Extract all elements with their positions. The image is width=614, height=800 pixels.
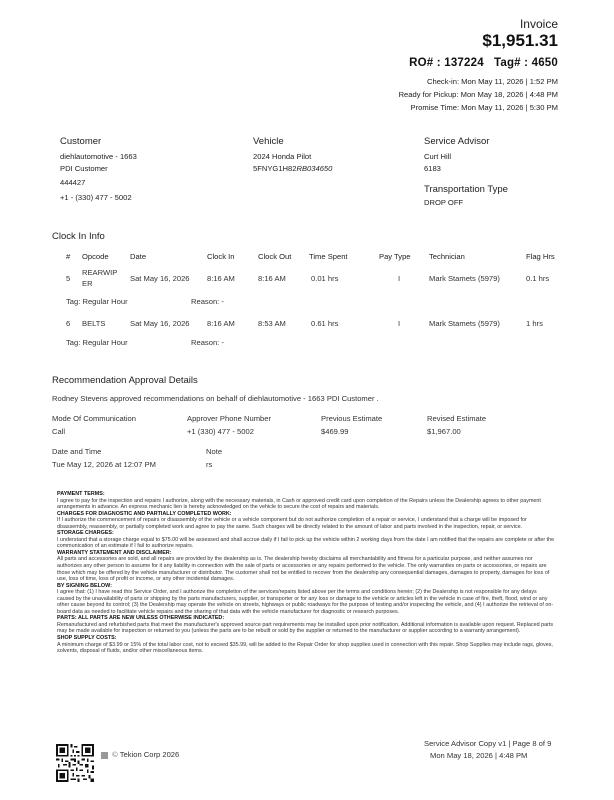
row1-num: 5 [66, 274, 71, 283]
vin-suffix: RB034650 [296, 163, 333, 173]
row1-opcode-line1: REARWIP [82, 268, 118, 277]
ro-label: RO# : [409, 57, 441, 69]
signing-heading: BY SIGNING BELOW: [57, 582, 112, 589]
previous-estimate-label: Previous Estimate [321, 414, 383, 423]
col-header-date: Date [130, 252, 147, 261]
datetime-label: Date and Time [52, 447, 102, 456]
terms-block [57, 491, 555, 655]
recommendation-statement: Rodney Stevens approved recommendations on behalf of diehlautomotive - 1663 PDI Customer . [52, 394, 379, 403]
mode-label: Mode Of Communication [52, 414, 136, 423]
row1-reason: Reason: - [191, 297, 224, 306]
footer-copy-info: Service Advisor Copy v1 | Page 8 of 9 [424, 739, 552, 748]
vehicle-block [253, 151, 332, 174]
promise-time: Promise Time: Mon May 11, 2026 | 5:30 PM [410, 103, 558, 112]
brand-logo-icon [101, 752, 108, 759]
row2-flag-hrs: 1 hrs [526, 319, 543, 328]
datetime-value: Tue May 12, 2026 at 12:07 PM [52, 460, 156, 469]
advisor-name: Curt Hill [424, 152, 452, 161]
checkin-time: Check-in: Mon May 11, 2026 | 1:52 PM [427, 77, 558, 86]
note-value: rs [206, 460, 213, 469]
vehicle-model: 2024 Honda Pilot [253, 152, 312, 161]
row1-clock-out: 8:16 AM [258, 274, 286, 283]
advisor-block [424, 151, 451, 174]
supply-heading: SHOP SUPPLY COSTS: [57, 635, 117, 642]
customer-heading: Customer [60, 136, 102, 147]
invoice-title: Invoice [519, 17, 558, 31]
row1-clock-in: 8:16 AM [207, 274, 235, 283]
invoice-total: $1,951.31 [482, 31, 558, 50]
row2-pay-type: I [398, 319, 401, 328]
row2-num: 6 [66, 319, 71, 328]
footer-brand-text: Tekion Corp 2026 [119, 750, 180, 759]
ro-tag-line [409, 57, 558, 69]
vin-prefix: 5FNYG1H82 [253, 163, 297, 173]
tag-number: 4650 [531, 57, 558, 69]
clockin-title: Clock In Info [52, 231, 105, 242]
col-header-flag-hrs: Flag Hrs [526, 252, 555, 261]
col-header-time-spent: Time Spent [309, 252, 348, 261]
revised-estimate-label: Revised Estimate [427, 414, 487, 423]
row2-clock-out: 8:53 AM [258, 319, 286, 328]
col-header-opcode: Opcode [82, 252, 109, 261]
col-header-num: # [66, 252, 71, 261]
recommendation-title: Recommendation Approval Details [52, 375, 198, 386]
ready-time: Ready for Pickup: Mon May 18, 2026 | 4:48 PM [398, 90, 558, 99]
payment-terms-heading: PAYMENT TERMS: [57, 491, 105, 497]
revised-estimate-value: $1,967.00 [427, 427, 461, 436]
ro-number: 137224 [444, 57, 484, 69]
parts-text: Remanufactured and refurbished parts that meet the manufacturer's approved source part requirements may be installed upon prior notification. Additional information is available upon request. Replaced parts may be made available for inspection or returned to you (unless the parts are to be rebuilt or sold by the supplier or returned to the manufacturer or supplier according to a warranty arrangement). [57, 621, 554, 635]
row2-time-spent: 0.61 hrs [311, 319, 339, 328]
approver-phone-value: +1 (330) 477 - 5002 [187, 427, 254, 436]
col-header-pay-type: Pay Type [379, 252, 411, 261]
row1-date: Sat May 16, 2026 [130, 274, 190, 283]
row1-tag: Tag: Regular Hour [66, 297, 128, 306]
customer-block [60, 151, 137, 203]
row1-time-spent: 0.01 hrs [311, 274, 339, 283]
warranty-heading: WARRANTY STATEMENT AND DISCLAIMER: [57, 549, 172, 556]
row2-clock-in: 8:16 AM [207, 319, 235, 328]
customer-phone: +1 - (330) 477 - 5002 [60, 192, 132, 202]
payment-terms-text: I agree to pay for the inspection and repairs I authorize, along with the necessary materials, in Cash or approved credit card upon completion of the Repairs unless the Dealership agrees to other payment arrangements in advance. An express mechanic lien is hereby acknowledged on the vehicle to secure the cost of repairs and materials. [57, 497, 541, 511]
col-header-clock-out: Clock Out [258, 252, 292, 261]
row2-technician: Mark Stamets (5979) [429, 319, 500, 328]
row1-flag-hrs: 0.1 hrs [526, 274, 550, 283]
transport-heading: Transportation Type [424, 184, 508, 195]
col-header-clock-in: Clock In [207, 252, 235, 261]
mode-value: Call [52, 427, 66, 436]
warranty-text: All parts and accessories are sold, and all repairs are provided by the dealership as is. The dealership hereby disclaims all merchantability and fitness for a particular purpose, and neither assumes nor authorizes any other person to assume for it any liability in connection with the sale of parts or accessories or any repairs performed to the vehicle. The only warranties on parts or accessories, or repairs are those which may be offered by the vehicle manufacturer or distributor. The customer shall not be entitled to recover from the dealership any consequential damages, damages to property, damages for loss of use, loss of time, loss of profit or income, or any other incidental damages. [57, 556, 550, 583]
parts-heading: PARTS: ALL PARTS ARE NEW UNLESS OTHERWISE INDICATED: [57, 615, 225, 622]
diagnostic-heading: CHARGES FOR DIAGNOSTIC AND PARTIALLY COMPLETED WORK: [57, 510, 232, 517]
row2-tag: Tag: Regular Hour [66, 338, 128, 347]
row1-opcode-line2: ER [82, 278, 93, 288]
row1-technician: Mark Stamets (5979) [429, 274, 500, 283]
qr-code [56, 744, 94, 782]
row2-date: Sat May 16, 2026 [130, 319, 190, 328]
advisor-heading: Service Advisor [424, 136, 490, 147]
col-header-technician: Technician [429, 252, 465, 261]
row1-opcode [82, 268, 117, 289]
advisor-id: 6183 [424, 163, 441, 173]
row2-opcode: BELTS [82, 319, 106, 328]
footer-datetime: Mon May 18, 2026 | 4:48 PM [430, 751, 528, 760]
customer-type: PDI Customer [60, 163, 108, 173]
row1-pay-type: I [398, 274, 401, 283]
customer-name: diehlautomotive - 1663 [60, 152, 137, 161]
vehicle-heading: Vehicle [253, 136, 284, 147]
row2-reason: Reason: - [191, 338, 224, 347]
transport-value: DROP OFF [424, 198, 464, 207]
approver-phone-label: Approver Phone Number [187, 414, 271, 423]
storage-heading: STORAGE CHARGES: [57, 530, 114, 537]
vehicle-vin [253, 163, 332, 175]
copyright-icon: © [112, 750, 118, 759]
supply-text: A minimum charge of $3.99 or 15% of the total labor cost, not to exceed $35.99, will be added to the Repair Order for shop supplies used in connection with this repair. Shop Supplies may include rags, gloves, solvents, disposal of fluids, and/or other miscellaneous items. [57, 641, 553, 655]
previous-estimate-value: $469.99 [321, 427, 349, 436]
customer-number: 444427 [60, 178, 86, 187]
note-label: Note [206, 447, 223, 456]
footer-brand [101, 750, 179, 759]
diagnostic-text: If I authorize the commencement of repairs or disassembly of the vehicle or a vehicle component but do not authorize completion of a repair or service, I understand that a charge will be imposed for disassembly, reassembly, or partially completed work and agree to pay the same. Such charges will be directly related to the amount of labor and parts involved in the inspection, repair, or service. [57, 517, 527, 530]
storage-text: I understand that a storage charge equal to $75.00 will be assessed and shall accrue daily if I fail to pick up the vehicle within 2 working days from the date I am notified that the repairs are complete or after the communication of an estimate if I fail to authorize repairs. [57, 536, 555, 550]
tag-label: Tag# : [493, 57, 529, 69]
signing-text: I agree that: (1) I have read this Service Order, and I authorize the completion of the services/repairs listed above per the terms and conditions herein; (2) the Dealership is not responsible for any delays caused by the unavailability of parts or shipping by the parts manufacturers, supplier, or transporter or for any loss or damage to the vehicle or articles left in the vehicle in case of fire, theft, flood, wind or any other cause beyond its control; (3) the Dealership may operate the vehicle on streets, highways or public roadways for the purpose of testing and/or inspecting the vehicle, and (4) I authorize the retrieval of on-board data as needed to facilitate vehicle repairs and the sharing of that data with the vehicle manufacturer for diagnostic or research purposes. [57, 589, 554, 615]
